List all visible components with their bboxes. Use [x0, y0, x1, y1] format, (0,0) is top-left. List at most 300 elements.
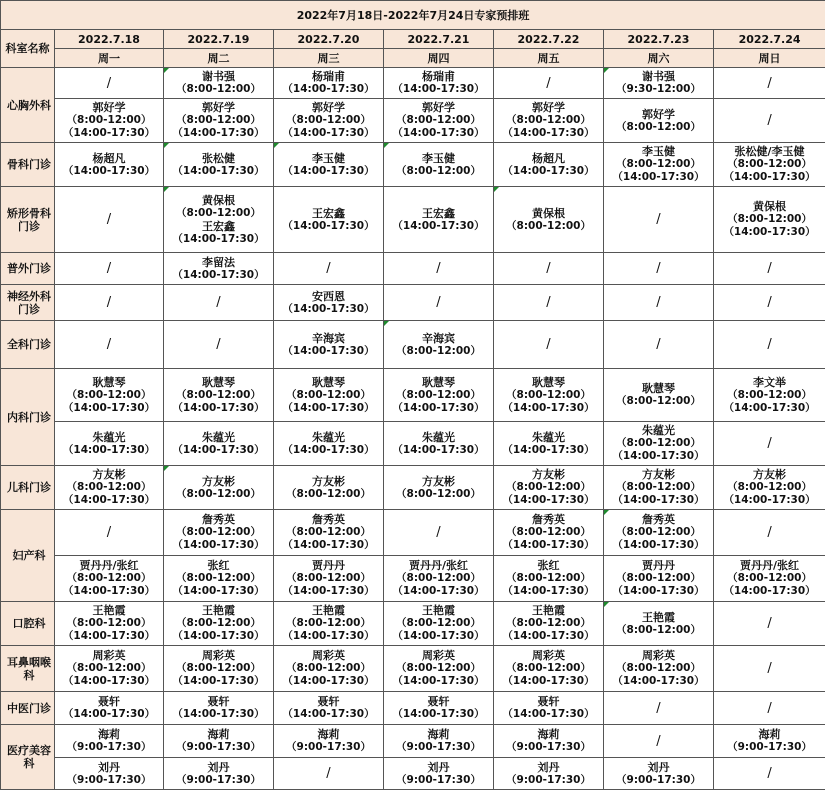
time-slot: （8:00-12:00）	[66, 662, 152, 674]
no-clinic-mark: /	[656, 212, 661, 227]
schedule-cell	[384, 253, 494, 285]
doctor-name: 杨瑞甫	[422, 70, 455, 83]
time-slot: （14:00-17:30）	[282, 401, 375, 414]
time-slot: （14:00-17:30）	[502, 708, 595, 720]
doctor-name: 方友彬	[312, 474, 345, 488]
schedule-row	[1, 602, 825, 646]
schedule-cell	[164, 99, 274, 143]
department-name: 口腔科	[1, 602, 55, 646]
department-name: 妇产科	[1, 510, 55, 602]
time-slot: （8:00-12:00）	[176, 114, 261, 126]
time-slot: （8:00-12:00）	[506, 219, 591, 232]
time-slot: （8:00-12:00）	[506, 388, 591, 401]
time-slot: （14:00-17:30）	[723, 585, 816, 597]
time-slot: （14:00-17:30）	[502, 494, 595, 506]
schedule-cell	[55, 556, 164, 602]
time-slot: （14:00-17:30）	[502, 675, 595, 687]
schedule-cell	[494, 143, 604, 187]
schedule-cell	[164, 187, 274, 253]
schedule-cell	[164, 285, 274, 321]
time-slot: （14:00-17:30）	[502, 585, 595, 597]
time-slot: （14:00-17:30）	[723, 226, 816, 238]
doctor-name: 黄保根	[753, 200, 787, 213]
no-clinic-mark: /	[546, 295, 551, 310]
schedule-cell	[604, 692, 714, 725]
doctor-name: 朱蕴光	[92, 430, 126, 444]
time-slot: （14:00-17:30）	[172, 443, 265, 456]
doctor-name: 耿慧琴	[642, 382, 675, 395]
schedule-cell	[494, 369, 604, 422]
time-slot: （14:00-17:30）	[62, 675, 156, 687]
time-slot: （8:00-12:00）	[396, 114, 481, 126]
doctor-name: 刘丹	[427, 760, 450, 774]
no-clinic-mark: /	[767, 766, 772, 781]
doctor-name: 李玉健	[642, 145, 675, 158]
doctor-name: 海莉	[98, 728, 120, 741]
schedule-cell	[714, 369, 825, 422]
schedule-cell	[55, 646, 164, 692]
doctor-name: 方友彬	[202, 474, 235, 488]
doctor-name: 聂轩	[537, 695, 560, 708]
schedule-title: 2022年7月18日-2022年7月24日专家预排班	[1, 1, 825, 30]
time-slot: （8:00-12:00）	[176, 526, 261, 538]
doctor-name: 张红	[537, 559, 560, 572]
time-slot: （8:00-12:00）	[286, 487, 371, 500]
time-slot: （14:00-17:30）	[502, 164, 595, 177]
doctor-name: 海莉	[758, 728, 781, 741]
time-slot: （8:00-12:00）	[286, 572, 371, 584]
time-slot: （9:00-17:30）	[616, 773, 701, 786]
doctor-name: 王宏鑫	[202, 219, 235, 233]
time-slot: （9:00-17:30）	[176, 773, 261, 786]
schedule-cell	[384, 187, 494, 253]
department-name: 心胸外科	[1, 68, 55, 143]
weekday-header: 周六	[604, 49, 714, 68]
time-slot: （14:00-17:30）	[392, 401, 485, 414]
time-slot: （14:00-17:30）	[172, 268, 265, 281]
schedule-cell	[384, 510, 494, 556]
time-slot: （14:00-17:30）	[282, 164, 375, 177]
time-slot: （8:00-12:00）	[396, 662, 481, 674]
no-clinic-mark: /	[546, 337, 551, 352]
doctor-name: 聂轩	[98, 695, 120, 708]
schedule-cell	[274, 510, 384, 556]
schedule-cell	[164, 758, 274, 790]
schedule-cell	[384, 758, 494, 790]
schedule-cell	[384, 369, 494, 422]
doctor-name: 朱蕴光	[312, 430, 345, 444]
time-slot: （14:00-17:30）	[62, 164, 156, 177]
schedule-cell	[604, 725, 714, 758]
doctor-name: 贾丹丹/张红	[740, 559, 800, 572]
doctor-name: 王艳霞	[202, 604, 235, 617]
schedule-cell	[384, 422, 494, 466]
time-slot: （14:00-17:30）	[282, 539, 375, 551]
no-clinic-mark: /	[767, 295, 772, 310]
doctor-name: 郭好学	[642, 107, 675, 121]
time-slot: （14:00-17:30）	[612, 171, 705, 183]
schedule-cell	[55, 68, 164, 99]
no-clinic-mark: /	[767, 75, 772, 91]
doctor-name: 张红	[207, 559, 230, 572]
doctor-name: 周彩英	[312, 649, 345, 662]
time-slot: （8:00-12:00）	[616, 481, 701, 493]
time-slot: （8:00-12:00）	[616, 120, 701, 133]
time-slot: （14:00-17:30）	[172, 708, 265, 720]
time-slot: （14:00-17:30）	[282, 83, 375, 95]
time-slot: （14:00-17:30）	[282, 675, 375, 687]
time-slot: （9:00-17:30）	[66, 773, 152, 786]
no-clinic-mark: /	[436, 261, 441, 276]
schedule-cell	[604, 285, 714, 321]
time-slot: （8:00-12:00）	[506, 481, 591, 493]
no-clinic-mark: /	[546, 75, 551, 91]
date-header: 2022.7.21	[384, 30, 494, 49]
date-header: 2022.7.18	[55, 30, 164, 49]
doctor-name: 詹秀英	[202, 513, 235, 526]
doctor-name: 辛海宾	[312, 331, 345, 345]
no-clinic-mark: /	[656, 700, 661, 716]
schedule-cell	[384, 99, 494, 143]
schedule-cell	[604, 510, 714, 556]
doctor-name: 谢书强	[202, 70, 235, 83]
schedule-cell	[384, 68, 494, 99]
schedule-cell	[274, 369, 384, 422]
time-slot: （14:00-17:30）	[62, 401, 156, 414]
no-clinic-mark: /	[436, 295, 441, 310]
time-slot: （14:00-17:30）	[62, 708, 156, 720]
date-header: 2022.7.23	[604, 30, 714, 49]
schedule-cell	[164, 466, 274, 510]
schedule-cell	[714, 692, 825, 725]
no-clinic-mark: /	[767, 337, 772, 352]
time-slot: （14:00-17:30）	[612, 494, 705, 506]
doctor-name: 黄保根	[202, 193, 235, 207]
schedule-cell	[494, 99, 604, 143]
schedule-cell	[384, 321, 494, 369]
no-clinic-mark: /	[767, 661, 772, 676]
time-slot: （8:00-12:00）	[176, 487, 261, 500]
no-clinic-mark: /	[656, 261, 661, 276]
doctor-name: 王艳霞	[92, 604, 126, 617]
time-slot: （8:00-12:00）	[616, 526, 701, 538]
time-slot: （14:00-17:30）	[502, 401, 595, 414]
schedule-cell	[714, 725, 825, 758]
no-clinic-mark: /	[546, 261, 551, 276]
time-slot: （8:00-12:00）	[727, 388, 812, 401]
doctor-name: 方友彬	[642, 468, 675, 481]
time-slot: （8:00-12:00）	[506, 617, 591, 629]
schedule-cell	[55, 422, 164, 466]
doctor-name: 周彩英	[92, 649, 126, 662]
doctor-name: 刘丹	[537, 760, 560, 774]
date-header: 2022.7.22	[494, 30, 604, 49]
schedule-cell	[604, 99, 714, 143]
doctor-name: 杨超凡	[532, 151, 565, 165]
time-slot: （14:00-17:30）	[723, 401, 816, 414]
doctor-name: 聂轩	[207, 695, 230, 708]
time-slot: （8:00-12:00）	[176, 206, 261, 219]
schedule-cell	[714, 68, 825, 99]
no-clinic-mark: /	[106, 337, 112, 352]
time-slot: （14:00-17:30）	[172, 127, 265, 139]
time-slot: （9:00-17:30）	[506, 773, 591, 786]
no-clinic-mark: /	[216, 295, 221, 310]
schedule-cell	[274, 253, 384, 285]
time-slot: （8:00-12:00）	[727, 158, 812, 170]
time-slot: （14:00-17:30）	[502, 127, 595, 139]
doctor-name: 李文举	[753, 375, 787, 389]
schedule-cell	[274, 556, 384, 602]
time-slot: （14:00-17:30）	[282, 585, 375, 597]
doctor-name: 郭好学	[422, 101, 455, 114]
weekday-header: 周四	[384, 49, 494, 68]
time-slot: （14:00-17:30）	[502, 539, 595, 551]
doctor-name: 谢书强	[642, 70, 675, 83]
doctor-name: 刘丹	[98, 760, 120, 774]
schedule-cell	[494, 510, 604, 556]
doctor-name: 詹秀英	[532, 513, 565, 526]
schedule-cell	[604, 369, 714, 422]
time-slot: （14:00-17:30）	[392, 675, 485, 687]
doctor-name: 周彩英	[422, 649, 455, 662]
schedule-cell	[55, 692, 164, 725]
time-slot: （9:00-17:30）	[727, 741, 812, 753]
schedule-cell	[55, 369, 164, 422]
doctor-name: 刘丹	[647, 760, 670, 774]
time-slot: （14:00-17:30）	[62, 585, 156, 597]
schedule-cell	[274, 725, 384, 758]
time-slot: （8:00-12:00）	[66, 481, 152, 493]
time-slot: （8:00-12:00）	[727, 481, 812, 493]
time-slot: （8:00-12:00）	[66, 572, 152, 584]
schedule-cell	[164, 725, 274, 758]
doctor-name: 王宏鑫	[312, 206, 345, 220]
schedule-cell	[494, 725, 604, 758]
schedule-cell	[55, 99, 164, 143]
schedule-cell	[604, 556, 714, 602]
time-slot: （8:00-12:00）	[616, 572, 701, 584]
schedule-cell	[714, 556, 825, 602]
schedule-cell	[494, 187, 604, 253]
schedule-row	[1, 99, 825, 143]
doctor-name: 郭好学	[312, 101, 345, 114]
department-name: 内科门诊	[1, 369, 55, 466]
schedule-cell	[274, 646, 384, 692]
doctor-name: 詹秀英	[642, 513, 675, 526]
doctor-name: 贾丹丹/张红	[408, 559, 469, 572]
doctor-name: 王宏鑫	[422, 206, 455, 220]
time-slot: （14:00-17:30）	[172, 675, 265, 687]
doctor-name: 海莉	[537, 728, 560, 741]
doctor-name: 周彩英	[202, 649, 235, 662]
doctor-name: 朱蕴光	[422, 430, 455, 444]
time-slot: （8:00-12:00）	[66, 617, 152, 629]
doctor-name: 耿慧琴	[312, 375, 345, 389]
schedule-cell	[164, 143, 274, 187]
time-slot: （9:00-17:30）	[396, 741, 481, 753]
schedule-row	[1, 758, 825, 790]
schedule-cell	[494, 68, 604, 99]
time-slot: （9:00-17:30）	[176, 741, 261, 753]
time-slot: （14:00-17:30）	[612, 585, 705, 597]
no-clinic-mark: /	[326, 766, 331, 781]
schedule-cell	[384, 646, 494, 692]
schedule-cell	[604, 68, 714, 99]
time-slot: （14:00-17:30）	[172, 401, 265, 414]
schedule-cell	[164, 253, 274, 285]
time-slot: （14:00-17:30）	[172, 164, 265, 177]
schedule-cell	[714, 321, 825, 369]
no-clinic-mark: /	[656, 733, 661, 749]
time-slot: （14:00-17:30）	[282, 302, 375, 315]
no-clinic-mark: /	[106, 75, 112, 91]
schedule-cell	[55, 510, 164, 556]
schedule-cell	[604, 602, 714, 646]
schedule-cell	[55, 758, 164, 790]
schedule-cell	[55, 143, 164, 187]
doctor-name: 王艳霞	[422, 604, 455, 617]
schedule-cell	[714, 466, 825, 510]
time-slot: （8:00-12:00）	[506, 662, 591, 674]
time-slot: （8:00-12:00）	[286, 617, 371, 629]
doctor-name: 耿慧琴	[532, 375, 565, 389]
doctor-name: 郭好学	[92, 101, 126, 114]
no-clinic-mark: /	[326, 261, 331, 276]
time-slot: （14:00-17:30）	[392, 83, 485, 95]
time-slot: （14:00-17:30）	[392, 708, 485, 720]
schedule-cell	[274, 758, 384, 790]
schedule-cell	[55, 253, 164, 285]
time-slot: （14:00-17:30）	[62, 127, 156, 139]
department-name: 骨科门诊	[1, 143, 55, 187]
schedule-row	[1, 68, 825, 99]
doctor-name: 李留法	[202, 255, 235, 269]
schedule-cell	[494, 285, 604, 321]
time-slot: （9:00-17:30）	[286, 741, 371, 753]
department-name: 全科门诊	[1, 321, 55, 369]
no-clinic-mark: /	[767, 261, 772, 276]
doctor-name: 海莉	[207, 728, 230, 741]
no-clinic-mark: /	[656, 295, 661, 310]
time-slot: （14:00-17:30）	[502, 443, 595, 456]
doctor-name: 张松健/李玉健	[734, 145, 805, 158]
schedule-cell	[714, 422, 825, 466]
doctor-name: 方友彬	[532, 468, 565, 481]
schedule-row	[1, 187, 825, 253]
time-slot: （14:00-17:30）	[612, 450, 705, 462]
schedule-row	[1, 725, 825, 758]
schedule-cell	[714, 285, 825, 321]
schedule-cell	[55, 602, 164, 646]
schedule-cell	[274, 68, 384, 99]
time-slot: （9:00-17:30）	[66, 741, 152, 753]
doctor-name: 方友彬	[422, 474, 455, 488]
time-slot: （8:00-12:00）	[727, 572, 812, 584]
time-slot: （14:00-17:30）	[612, 539, 705, 551]
doctor-name: 耿慧琴	[422, 375, 455, 389]
doctor-name: 辛海宾	[422, 331, 455, 345]
schedule-row	[1, 692, 825, 725]
schedule-cell	[55, 285, 164, 321]
doctor-name: 杨瑞甫	[312, 70, 345, 83]
doctor-name: 耿慧琴	[202, 375, 235, 389]
time-slot: （8:00-12:00）	[176, 572, 261, 584]
doctor-name: 王艳霞	[642, 610, 675, 624]
schedule-cell	[494, 321, 604, 369]
time-slot: （14:00-17:30）	[612, 675, 705, 687]
time-slot: （14:00-17:30）	[282, 127, 375, 139]
time-slot: （8:00-12:00）	[176, 662, 261, 674]
time-slot: （14:00-17:30）	[392, 219, 485, 232]
time-slot: （8:00-12:00）	[396, 388, 481, 401]
schedule-cell	[274, 466, 384, 510]
schedule-row	[1, 321, 825, 369]
weekday-header: 周日	[714, 49, 825, 68]
schedule-cell	[164, 321, 274, 369]
schedule-cell	[494, 253, 604, 285]
time-slot: （8:00-12:00）	[727, 213, 812, 225]
department-name: 神经外科门诊	[1, 285, 55, 321]
schedule-cell	[384, 725, 494, 758]
schedule-cell	[494, 556, 604, 602]
doctor-name: 方友彬	[753, 468, 787, 481]
no-clinic-mark: /	[767, 436, 772, 451]
schedule-cell	[274, 143, 384, 187]
time-slot: （14:00-17:30）	[282, 344, 375, 357]
weekday-header: 周一	[55, 49, 164, 68]
no-clinic-mark: /	[106, 525, 112, 540]
schedule-cell	[604, 187, 714, 253]
weekday-header: 周二	[164, 49, 274, 68]
schedule-cell	[384, 602, 494, 646]
doctor-name: 刘丹	[207, 760, 230, 774]
doctor-name: 贾丹丹	[312, 559, 345, 572]
time-slot: （14:00-17:30）	[282, 708, 375, 720]
time-slot: （14:00-17:30）	[172, 585, 265, 597]
department-name: 耳鼻咽喉科	[1, 646, 55, 692]
no-clinic-mark: /	[767, 616, 772, 631]
schedule-cell	[494, 422, 604, 466]
doctor-name: 海莉	[427, 728, 450, 741]
schedule-cell	[604, 321, 714, 369]
time-slot: （14:00-17:30）	[392, 443, 485, 456]
schedule-cell	[494, 602, 604, 646]
schedule-row	[1, 556, 825, 602]
time-slot: （14:00-17:30）	[62, 630, 156, 642]
time-slot: （14:00-17:30）	[172, 232, 265, 245]
schedule-cell	[55, 725, 164, 758]
schedule-cell	[164, 602, 274, 646]
schedule-cell	[274, 285, 384, 321]
time-slot: （8:00-12:00）	[396, 487, 481, 500]
no-clinic-mark: /	[656, 337, 661, 352]
schedule-cell	[494, 466, 604, 510]
time-slot: （8:00-12:00）	[506, 526, 591, 538]
time-slot: （14:00-17:30）	[282, 630, 375, 642]
time-slot: （9:00-17:30）	[396, 773, 481, 786]
schedule-cell	[714, 758, 825, 790]
schedule-row	[1, 285, 825, 321]
time-slot: （14:00-17:30）	[62, 494, 156, 506]
time-slot: （9:00-17:30）	[506, 741, 591, 753]
schedule-cell	[384, 285, 494, 321]
schedule-cell	[274, 602, 384, 646]
doctor-name: 贾丹丹	[642, 559, 675, 572]
schedule-cell	[714, 187, 825, 253]
time-slot: （8:00-12:00）	[66, 114, 152, 126]
doctor-name: 王艳霞	[532, 604, 565, 617]
